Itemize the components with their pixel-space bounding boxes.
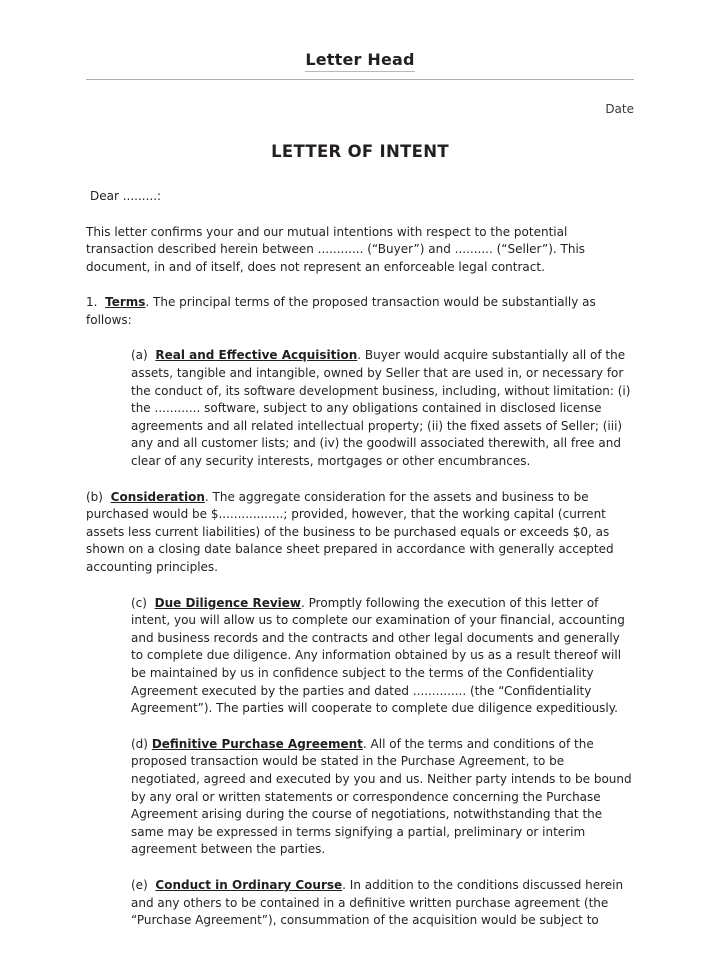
subclause-a-heading: Real and Effective Acquisition <box>155 348 358 363</box>
spacer <box>97 295 101 309</box>
subclause-d-marker: (d) <box>131 736 148 751</box>
subclause-b-body: . The aggregate consideration for the assets and business to be purchased would be $.................; provided, however, that the working capital (current assets less current liabilities) of the business to be purchased equals or exceeds $0, as shown on a closing date balance sheet prepared in accordance with generally accepted accounting principles. <box>86 489 614 574</box>
subclause-e-body: . In addition to the conditions discussed herein and any others to be contained in a definitive written purchase agreement (the “Purchase Agreement”), consummation of the acquisition would be subject to <box>131 877 624 928</box>
subclause-c <box>131 595 634 718</box>
subclause-e-marker: (e) <box>131 877 148 892</box>
subclause-b <box>86 489 634 577</box>
clause-1-paragraph <box>86 294 634 329</box>
letterhead-block <box>86 0 634 72</box>
subclause-c-marker: (c) <box>131 595 147 610</box>
subclause-e <box>131 877 634 930</box>
spacer <box>147 596 151 610</box>
salutation: Dear .........: <box>90 189 162 203</box>
spacer <box>148 348 152 362</box>
intro-paragraph: This letter confirms your and our mutual intentions with respect to the potential transaction described herein between ............ (“Buyer”) and .......... (“Seller”). This document, in and of itself, does not represent an enforceable legal contract. <box>86 224 586 274</box>
subclause-d-body: . All of the terms and conditions of the proposed transaction would be stated in the Purchase Agreement, to be negotiated, agreed and executed by you and us. Neither party intends to be bound by any oral or written statements or correspondence concerning the Purchase Agreement arising during the course of negotiations, notwithstanding that the same may be expressed in terms signifying a partial, preliminary or interim agreement between the parties. <box>131 736 632 857</box>
subclause-c-heading: Due Diligence Review <box>154 595 301 610</box>
date-label: Date <box>605 102 634 116</box>
letterhead-title: Letter Head <box>305 50 414 72</box>
subclause-c-body: . Promptly following the execution of this letter of intent, you will allow us to complete our examination of your financial, accounting and business records and the contracts and other legal documents and generally to complete due diligence. Any information obtained by us as a result thereof will be maintained by us in confidence subject to the terms of the Confidentiality Agreement executed by the parties and dated .............. (the “Confidentiality Agreement”). The parties will cooperate to complete due diligence expeditiously. <box>131 595 625 716</box>
spacer <box>148 878 152 892</box>
subclause-d <box>131 736 634 859</box>
clause-1-heading: Terms <box>105 295 146 310</box>
subclause-b-heading: Consideration <box>110 489 205 504</box>
subclause-a-marker: (a) <box>131 348 148 363</box>
document-content <box>86 0 634 930</box>
spacer <box>103 490 107 504</box>
subclause-e-heading: Conduct in Ordinary Course <box>155 877 343 892</box>
header-divider <box>86 79 634 80</box>
clause-1-body: . The principal terms of the proposed transaction would be substantially as follows: <box>86 295 596 327</box>
clause-1-number: 1. <box>86 295 98 310</box>
subclause-a-body: . Buyer would acquire substantially all of the assets, tangible and intangible, owned by Seller that are used in, or necessary for the conduct of, its software development business, including, without limitation: (i) the ............ software, subject to any obligations contained in disclosed license agreements and all related intellectual property; (ii) the fixed assets of Seller; (iii) any and all customer lists; and (iv) the goodwill associated therewith, all free and clear of any security interests, mortgages or other encumbrances. <box>131 348 631 469</box>
subclause-b-marker: (b) <box>86 489 103 504</box>
subclause-d-heading: Definitive Purchase Agreement <box>151 736 363 751</box>
page-title: LETTER OF INTENT <box>271 142 449 161</box>
subclause-a <box>131 347 634 470</box>
